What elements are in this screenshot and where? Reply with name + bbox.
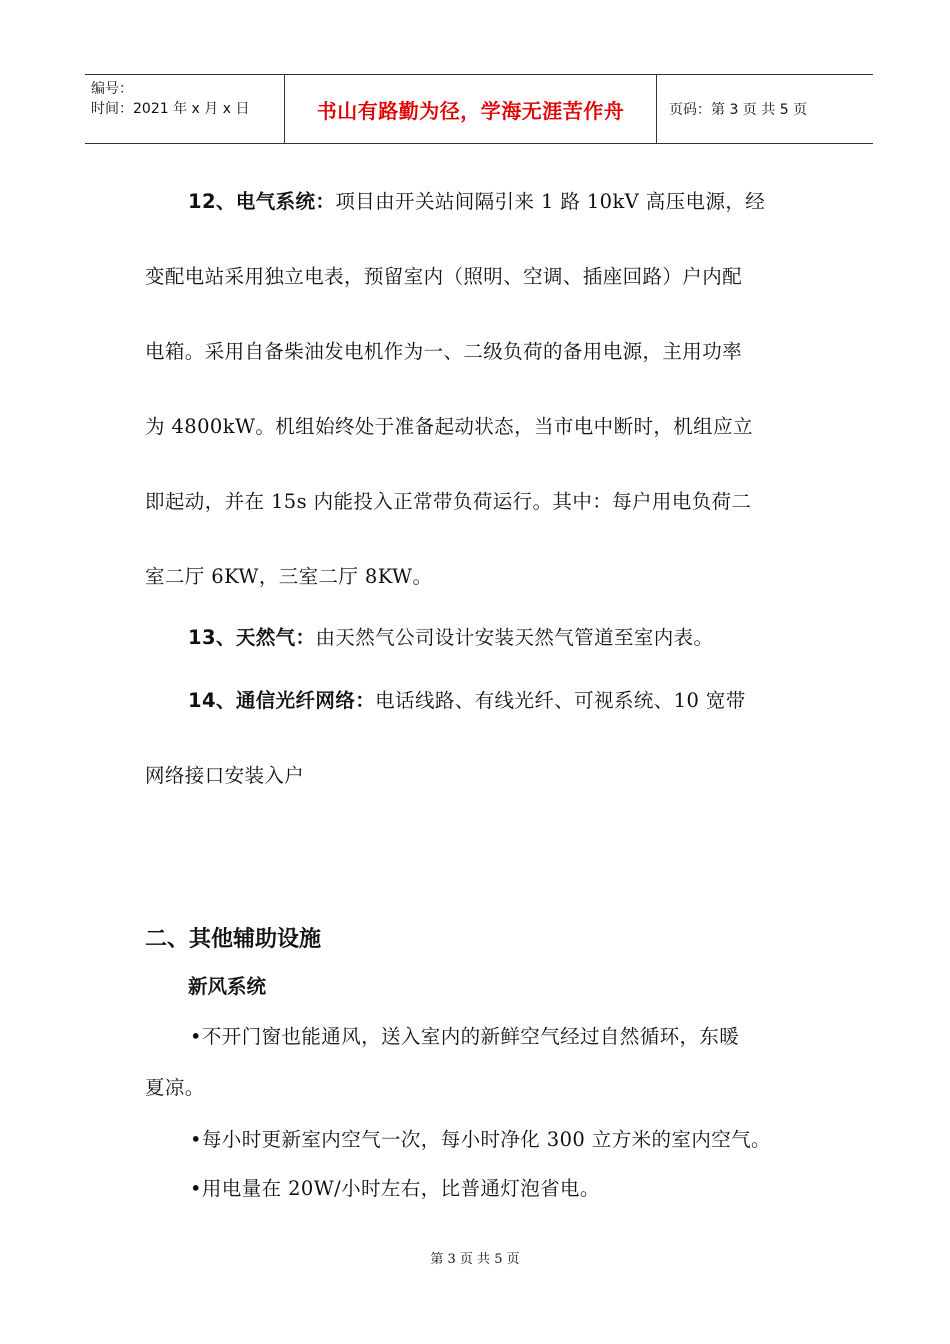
bullet1-line1: •不开门窗也能通风，送入室内的新鲜空气经过自然循环，东暖 (190, 1025, 740, 1048)
item14-line1 (188, 685, 746, 713)
item12-line1 (188, 186, 765, 214)
item14-label: 14、通信光纤网络： (188, 689, 376, 712)
bullet3: •用电量在 20W/小时左右，比普通灯泡省电。 (190, 1177, 600, 1200)
header-motto-cell (285, 75, 657, 143)
item12-line6: 室二厅 6KW，三室二厅 8KW。 (145, 565, 433, 588)
item12-line3: 电箱。采用自备柴油发电机作为一、二级负荷的备用电源，主用功率 (145, 340, 743, 363)
document-header (85, 74, 873, 144)
header-page-cell (657, 75, 873, 143)
item13-line1 (188, 622, 713, 650)
item13-label: 13、天然气： (188, 626, 316, 649)
page-info: 页码：第 3 页 共 5 页 (669, 102, 808, 118)
time-label: 时间：2021 年 x 月 x 日 (91, 101, 250, 117)
section2-subheading: 新风系统 (188, 975, 267, 998)
item12-text1: 项目由开关站间隔引来 1 路 10kV 高压电源，经 (335, 190, 766, 213)
bullet1-line2: 夏凉。 (145, 1076, 205, 1099)
section2-heading: 二、其他辅助设施 (145, 927, 322, 952)
bullet2: •每小时更新室内空气一次，每小时净化 300 立方米的室内空气。 (190, 1128, 771, 1151)
header-meta (85, 75, 285, 143)
item14-text1: 电话线路、有线光纤、可视系统、10 宽带 (375, 689, 746, 712)
item12-line5: 即起动，并在 15s 内能投入正常带负荷运行。其中：每户用电负荷二 (145, 490, 752, 513)
item12-label: 12、电气系统： (188, 190, 336, 213)
number-label: 编号： (91, 81, 133, 97)
item12-line2: 变配电站采用独立电表，预留室内（照明、空调、插座回路）户内配 (145, 265, 743, 288)
item14-line2: 网络接口安装入户 (145, 764, 305, 787)
item13-text1: 由天然气公司设计安装天然气管道至室内表。 (315, 626, 714, 649)
page-footer: 第 3 页 共 5 页 (430, 1252, 520, 1267)
item12-line4: 为 4800kW。机组始终处于准备起动状态，当市电中断时，机组应立 (145, 415, 753, 438)
motto: 书山有路勤为径，学海无涯苦作舟 (316, 98, 625, 123)
